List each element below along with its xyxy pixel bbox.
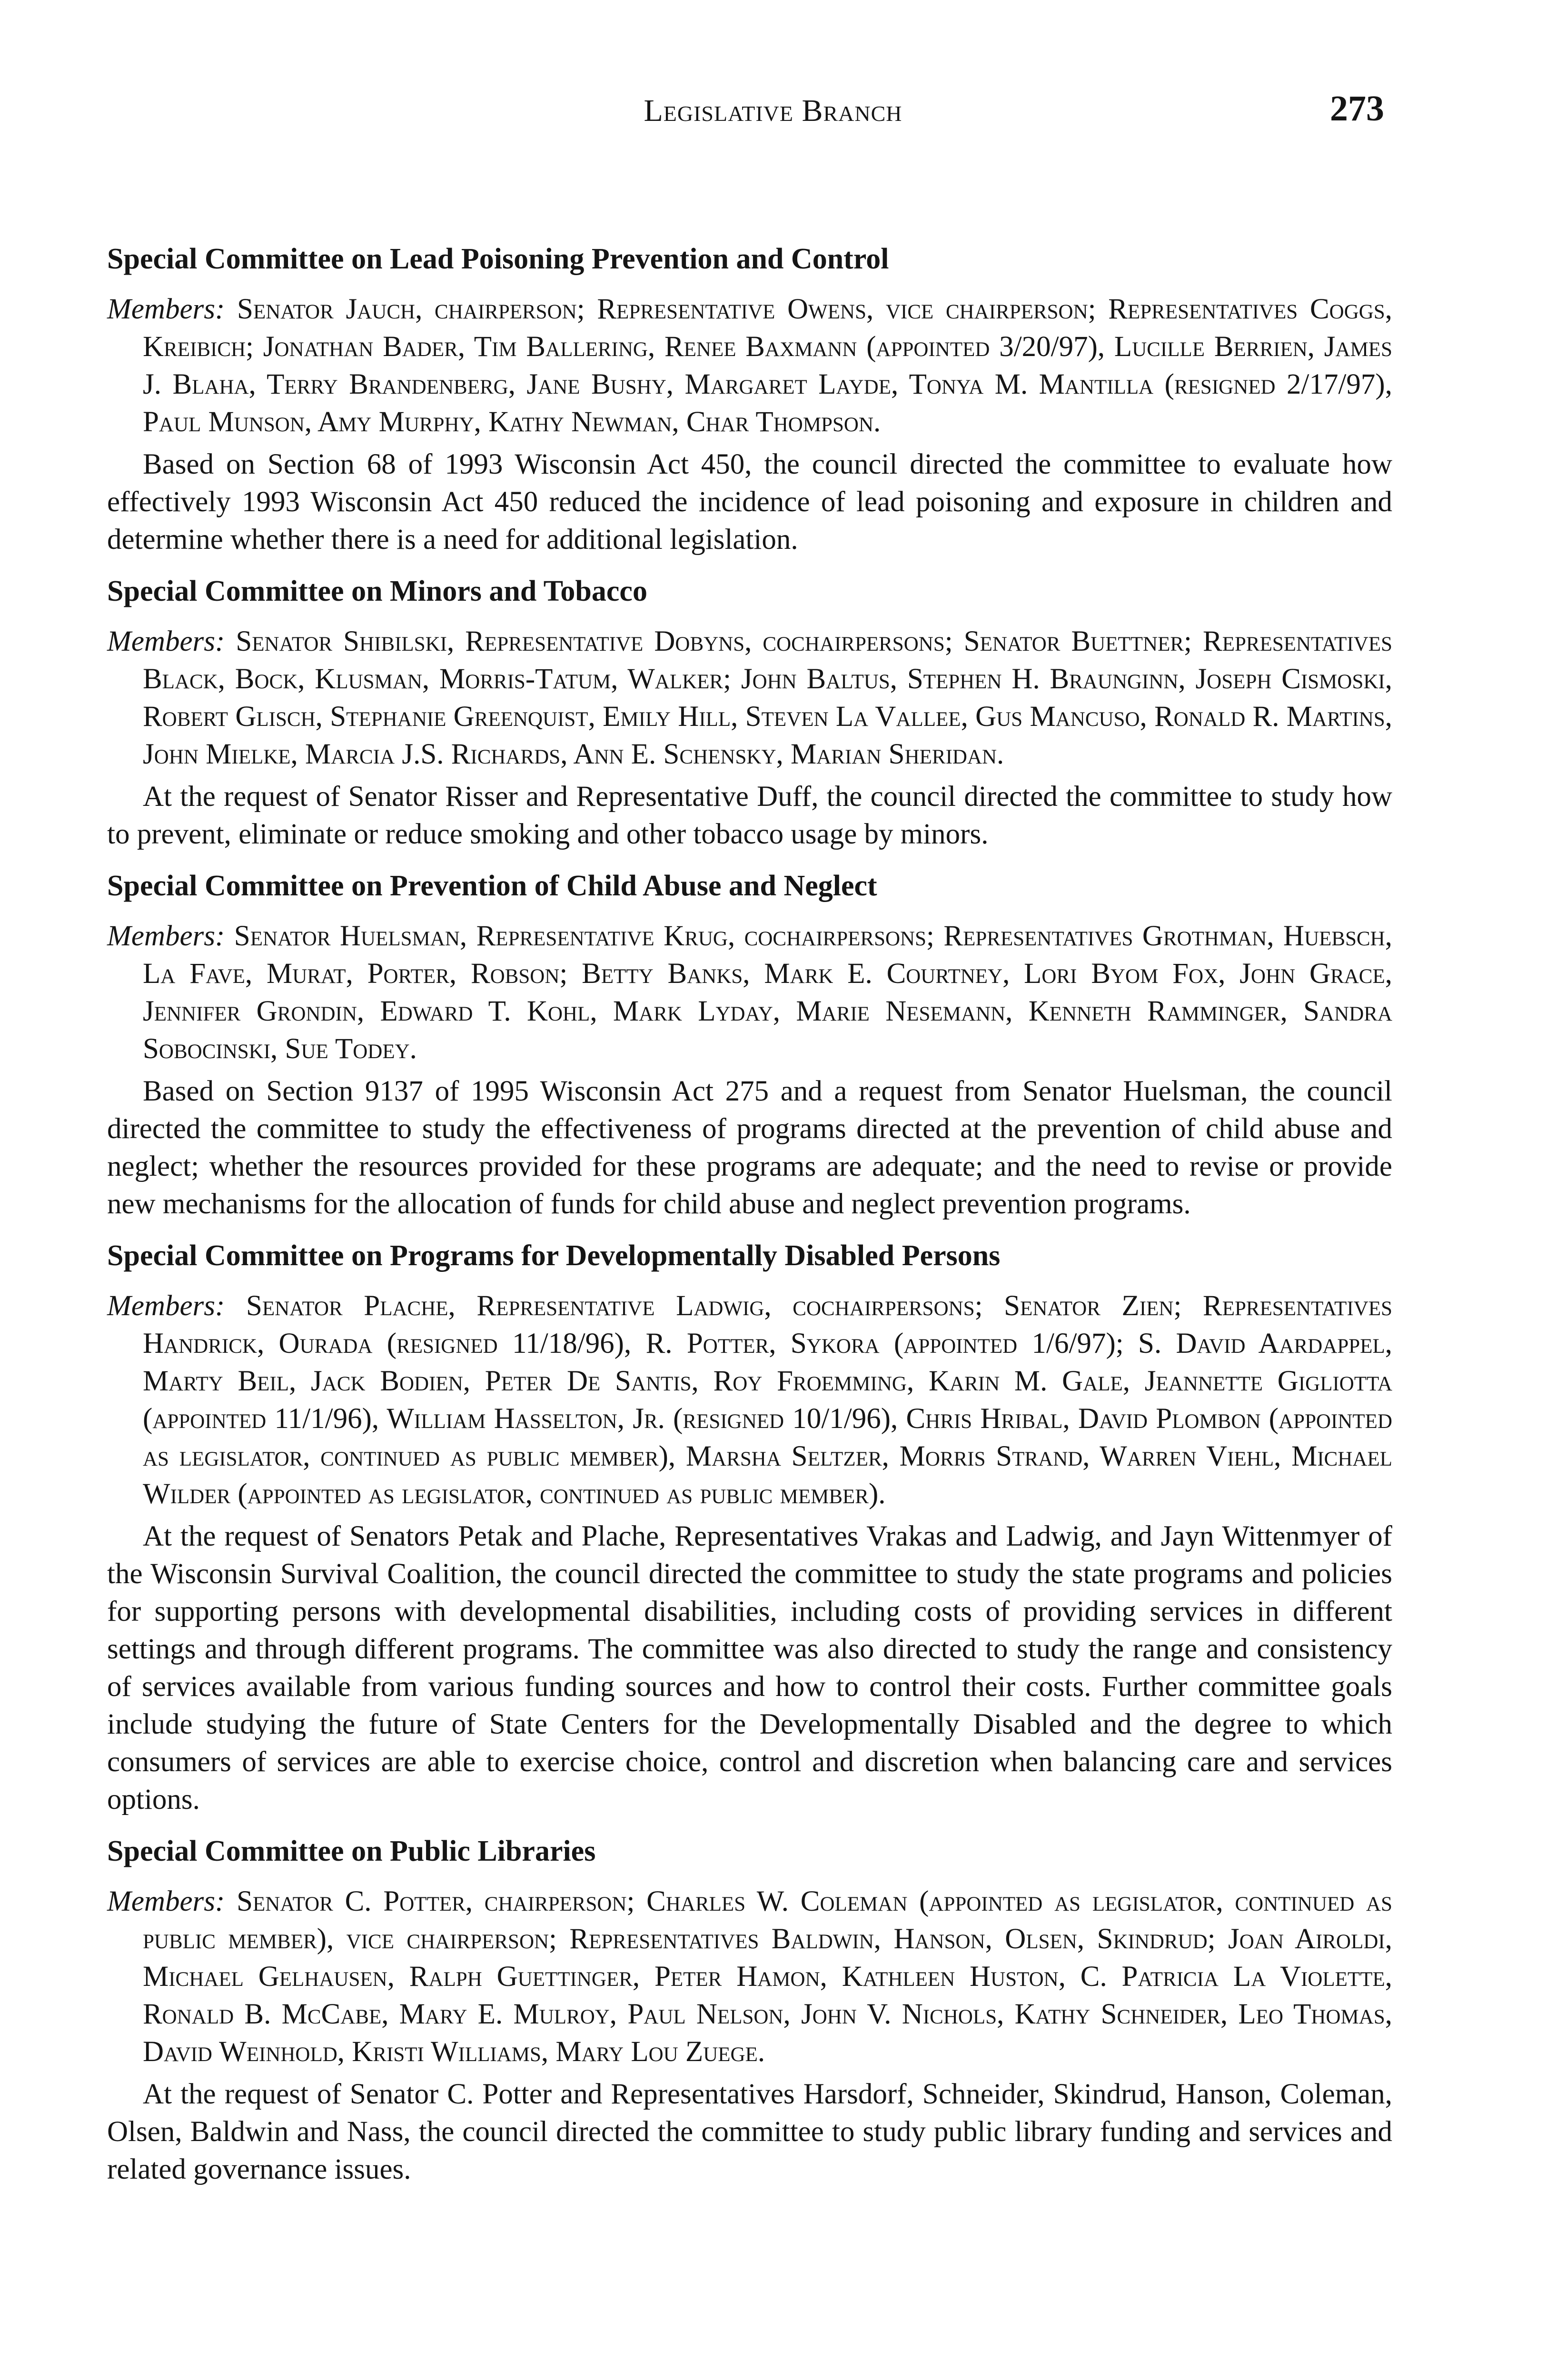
section-developmentally-disabled: [107, 1237, 1392, 1818]
section-heading: Special Committee on Programs for Developmentally Disabled Persons: [107, 1240, 1001, 1272]
section-description: Based on Section 9137 of 1995 Wisconsin Act 275 and a request from Senator Huelsman, the council directed the committee to study the effectiveness of programs directed at the prevention of child abuse and neglect; whether the resources provided for these programs are adequate; and the need to revise or provide new mechanisms for the allocation of funds for child abuse and neglect prevention programs.: [107, 1075, 1392, 1220]
section-heading: Special Committee on Minors and Tobacco: [107, 575, 647, 607]
running-head: Legislative Branch: [644, 93, 902, 128]
members-roster: Senator Shibilski, Representative Dobyns, cochairpersons; Senator Buettner; Representatives Black, Bock, Klusman, Morris-Tatum, Walker; John Baltus, Stephen H. Braunginn, Joseph Cismoski, Robert Glisch, Stephanie Greenquist, Emily Hill, Steven La Vallee, Gus Mancuso, Ronald R. Martins, John Mielke, Marcia J.S. Richards, Ann E. Schensky, Marian Sheridan.: [143, 625, 1392, 770]
members-roster: Senator Plache, Representative Ladwig, cochairpersons; Senator Zien; Representatives Handrick, Ourada (resigned 11/18/96), R. Potter, Sykora (appointed 1/6/97); S. David Aardappel, Marty Beil, Jack Bodien, Peter De Santis, Roy Froemming, Karin M. Gale, Jeannette Gigliotta (appointed 11/1/96), William Hasselton, Jr. (resigned 10/1/96), Chris Hribal, David Plombon (appointed as legislator, continued as public member), Marsha Seltzer, Morris Strand, Warren Viehl, Michael Wilder (appointed as legislator, continued as public member).: [143, 1290, 1393, 1510]
members-list: [107, 290, 1392, 441]
members-roster: Senator Jauch, chairperson; Representative Owens, vice chairperson; Representatives Coggs, Kreibich; Jonathan Bader, Tim Ballering, Renee Baxmann (appointed 3/20/97), Lucille Berrien, James J. Blaha, Terry Brandenberg, Jane Bushy, Margaret Layde, Tonya M. Mantilla (resigned 2/17/97), Paul Munson, Amy Murphy, Kathy Newman, Char Thompson.: [143, 293, 1393, 438]
section-minors-tobacco: [107, 573, 1392, 853]
page-number: 273: [1330, 89, 1384, 129]
members-label: Members:: [107, 293, 225, 325]
members-roster: Senator C. Potter, chairperson; Charles W. Coleman (appointed as legislator, continued as public member), vice chairperson; Representatives Baldwin, Hanson, Olsen, Skindrud; Joan Airoldi, Michael Gelhausen, Ralph Guettinger, Peter Hamon, Kathleen Huston, C. Patricia La Violette, Ronald B. McCabe, Mary E. Mulroy, Paul Nelson, John V. Nichols, Kathy Schneider, Leo Thomas, David Weinhold, Kristi Williams, Mary Lou Zuege.: [143, 1885, 1393, 2068]
page-content: [107, 240, 1392, 2202]
members-label: Members:: [107, 1290, 225, 1322]
section-child-abuse: [107, 867, 1392, 1223]
section-lead-poisoning: [107, 240, 1392, 558]
section-heading: Special Committee on Lead Poisoning Prevention and Control: [107, 243, 889, 275]
section-heading: Special Committee on Prevention of Child Abuse and Neglect: [107, 870, 877, 902]
members-label: Members:: [107, 920, 225, 952]
members-label: Members:: [107, 625, 225, 657]
members-list: [107, 1287, 1392, 1513]
section-description: At the request of Senators Petak and Plache, Representatives Vrakas and Ladwig, and Jayn Wittenmyer of the Wisconsin Survival Coalition, the council directed the committee to study the state programs and policies for supporting persons with developmental disabilities, including costs of providing services in different settings and through different programs. The committee was also directed to study the range and consistency of services available from various funding sources and how to control their costs. Further committee goals include studying the future of State Centers for the Developmentally Disabled and the degree to which consumers of services are able to exercise choice, control and discretion when balancing care and services options.: [107, 1520, 1392, 1815]
members-list: [107, 1883, 1392, 2071]
members-list: [107, 623, 1392, 773]
section-description: Based on Section 68 of 1993 Wisconsin Act 450, the council directed the committee to evaluate how effectively 1993 Wisconsin Act 450 reduced the incidence of lead poisoning and exposure in children and determine whether there is a need for additional legislation.: [107, 448, 1392, 555]
section-public-libraries: [107, 1833, 1392, 2188]
section-description: At the request of Senator Risser and Representative Duff, the council directed the committee to study how to prevent, eliminate or reduce smoking and other tobacco usage by minors.: [107, 781, 1392, 850]
members-list: [107, 917, 1392, 1068]
members-roster: Senator Huelsman, Representative Krug, cochairpersons; Representatives Grothman, Huebsch, La Fave, Murat, Porter, Robson; Betty Banks, Mark E. Courtney, Lori Byom Fox, John Grace, Jennifer Grondin, Edward T. Kohl, Mark Lyday, Marie Nesemann, Kenneth Ramminger, Sandra Sobocinski, Sue Todey.: [143, 920, 1392, 1065]
section-description: At the request of Senator C. Potter and Representatives Harsdorf, Schneider, Skindrud, Hanson, Coleman, Olsen, Baldwin and Nass, the council directed the committee to study public library funding and services and related governance issues.: [107, 2078, 1392, 2185]
members-label: Members:: [107, 1885, 225, 1917]
section-heading: Special Committee on Public Libraries: [107, 1835, 596, 1867]
